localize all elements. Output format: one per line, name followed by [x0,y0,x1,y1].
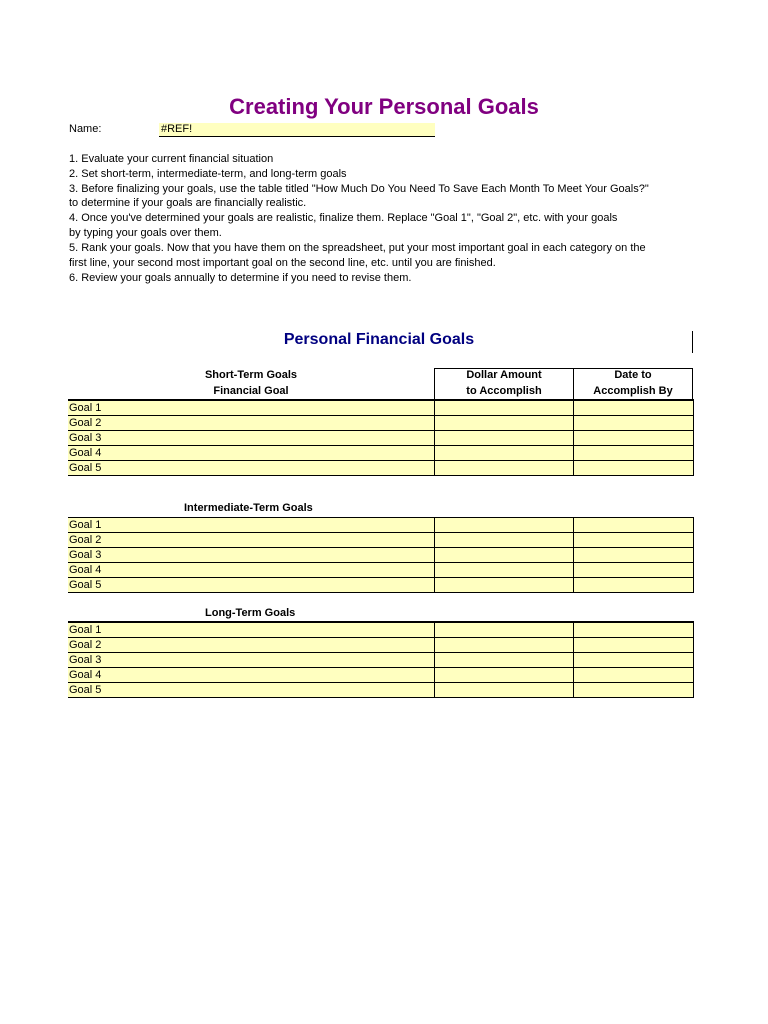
goal-cell[interactable]: Goal 5 [68,578,434,593]
intermediate-table [68,517,694,593]
section-title: Personal Financial Goals [283,331,475,348]
table-row [68,400,693,416]
table-row [68,653,693,668]
long-term-table [68,621,694,698]
date-cell[interactable] [573,416,693,431]
date-cell[interactable] [573,533,693,548]
cell-divider [692,331,693,353]
amount-cell[interactable] [434,400,573,416]
page-title: Creating Your Personal Goals [229,94,539,119]
goal-cell[interactable]: Goal 4 [68,668,434,683]
goal-cell[interactable]: Goal 3 [68,653,434,668]
name-label: Name: [69,123,102,135]
date-cell[interactable] [573,461,693,476]
date-cell[interactable] [573,578,693,593]
amount-cell[interactable] [434,518,573,533]
goal-cell[interactable]: Goal 3 [68,431,434,446]
table-row [68,548,693,563]
goal-cell[interactable]: Goal 1 [68,518,434,533]
date-cell[interactable] [573,668,693,683]
date-cell[interactable] [573,683,693,698]
goal-cell[interactable]: Goal 3 [68,548,434,563]
date-cell[interactable] [573,653,693,668]
header-line: Accomplish By [593,385,673,397]
header-line: Short-Term Goals [204,369,298,381]
long-term-title: Long-Term Goals [205,607,296,619]
short-term-table [68,399,694,476]
date-cell[interactable] [573,446,693,461]
amount-cell[interactable] [434,416,573,431]
table-row [68,622,693,638]
instruction-line: 1. Evaluate your current financial situation [69,153,274,165]
table-row [68,533,693,548]
instruction-line: first line, your second most important goal on the second line, etc. until you are finished. [69,257,496,269]
instruction-line: 2. Set short-term, intermediate-term, and long-term goals [69,168,347,180]
amount-cell[interactable] [434,668,573,683]
instruction-line: to determine if your goals are financially realistic. [69,197,307,209]
instruction-line: 6. Review your goals annually to determine if you need to revise them. [69,272,412,284]
instruction-line: 3. Before finalizing your goals, use the table titled "How Much Do You Need To Save Each Month To Meet Your Goals?" [69,183,649,195]
date-cell[interactable] [573,431,693,446]
goal-cell[interactable]: Goal 2 [68,533,434,548]
table-row [68,563,693,578]
goal-cell[interactable]: Goal 2 [68,638,434,653]
date-cell[interactable] [573,400,693,416]
table-row [68,638,693,653]
instruction-line: 5. Rank your goals. Now that you have them on the spreadsheet, put your most important goal in each category on the [69,242,646,254]
table-row [68,518,693,533]
amount-cell[interactable] [434,578,573,593]
goal-cell[interactable]: Goal 5 [68,461,434,476]
date-cell[interactable] [573,638,693,653]
table-row [68,416,693,431]
amount-cell[interactable] [434,622,573,638]
table-row [68,668,693,683]
date-cell[interactable] [573,518,693,533]
table-row [68,578,693,593]
amount-cell[interactable] [434,638,573,653]
instruction-line: 4. Once you've determined your goals are realistic, finalize them. Replace "Goal 1", "Goal 2", etc. with your goals [69,212,618,224]
intermediate-title: Intermediate-Term Goals [184,502,313,514]
header-dollar-amount [434,367,574,399]
header-line: Date to [614,369,652,381]
amount-cell[interactable] [434,446,573,461]
header-line: Dollar Amount [466,369,542,381]
date-cell[interactable] [573,563,693,578]
goal-cell[interactable]: Goal 4 [68,446,434,461]
goal-cell[interactable]: Goal 1 [68,400,434,416]
amount-cell[interactable] [434,461,573,476]
name-field[interactable]: #REF! [159,123,435,137]
amount-cell[interactable] [434,533,573,548]
header-date [573,367,693,399]
header-line: to Accomplish [466,385,542,397]
amount-cell[interactable] [434,431,573,446]
amount-cell[interactable] [434,563,573,578]
amount-cell[interactable] [434,653,573,668]
name-row [69,123,435,139]
goal-cell[interactable]: Goal 5 [68,683,434,698]
header-financial-goal [68,367,434,399]
amount-cell[interactable] [434,548,573,563]
table-row [68,683,693,698]
instruction-line: by typing your goals over them. [69,227,222,239]
table-row [68,446,693,461]
amount-cell[interactable] [434,683,573,698]
table-row [68,431,693,446]
goal-cell[interactable]: Goal 4 [68,563,434,578]
date-cell[interactable] [573,622,693,638]
date-cell[interactable] [573,548,693,563]
goal-cell[interactable]: Goal 2 [68,416,434,431]
header-line: Financial Goal [213,385,289,397]
table-row [68,461,693,476]
goal-cell[interactable]: Goal 1 [68,622,434,638]
